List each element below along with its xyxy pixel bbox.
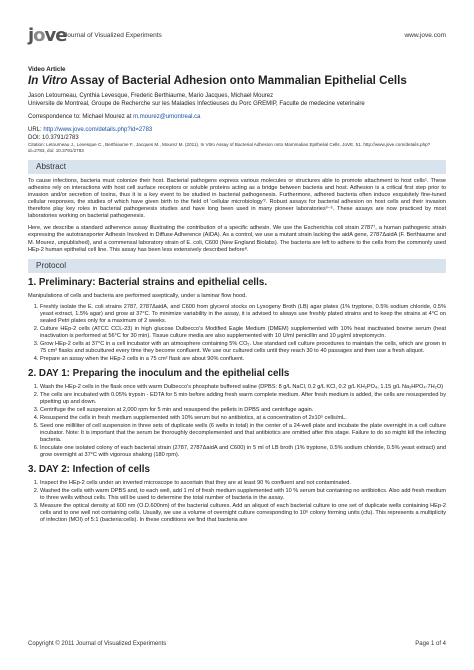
page-number: Page 1 of 4 (415, 641, 446, 647)
copyright: Copyright © 2011 Journal of Visualized Experiments (28, 641, 167, 647)
citation: Citation: Letourneau J., Levesque C., Berthiaume F., Jacques M., Mourez M. (2011). In Vitro Assay of Bacterial Adhesion onto Mammalian Epithelial Cells. JoVE. 51. http://www.jove.com/details.php?id=2783, doi: 10.3791/2783 (28, 142, 431, 153)
step-item: 4. Resuspend the cells in fresh medium supplemented with 10% serum but no antibiotics, at a concentration of 2x10⁵ cells/mL. (40, 415, 446, 422)
url-label: URL: (28, 127, 44, 134)
section-2-steps (28, 384, 446, 460)
abstract-paragraph-2: Here, we describe a standard adherence assay illustrating the contribution of a specific adhesin. We use the Escherichia coli strain 2787⁷, a human pathogenic strain expressing the autotransporter Adhesin Involved in Diffuse Adherence (AIDA). As a control, we use a mutant strain lacking the aidA gene, 2787ΔaidA (F. Berthiaume and M. Mourez, unpublished), and a commensal laboratory strain of E. coli, C600 (New England Biolabs). The bacteria are left to adhere to the cells from the commonly used HEp-2 human epithelial cell line. This assay has been less extensively described before⁸. (28, 225, 446, 253)
page-header (28, 26, 446, 46)
section-1-steps (28, 304, 446, 364)
correspondence-email-link[interactable]: m.mourez@umontreal.ca (133, 114, 201, 121)
section-3-title: 3. DAY 2: Infection of cells (28, 463, 150, 475)
step-item: 1. Freshly isolate the E. coli strains 2787, 2787ΔaidA, and C600 from glycerol stocks on Lysogeny Broth (LB) agar plates (1% tryptone, 0.5% sodium chloride, 0.5% yeast extract, 1.5% agar) and grow at 37°C. To minimize variability in the assay, it is advised to always use freshly plated strains and to keep the strains at 4°C on sealed Petri plates only for a maximum of 2 weeks. (40, 304, 446, 325)
section-2-title: 2. DAY 1: Preparing the inoculum and the epithelial cells (28, 367, 290, 379)
title-italic: In Vitro (28, 74, 68, 88)
step-item: 4. Prepare an assay when the HEp-2 cells in a 75 cm² flask are about 90% confluent. (40, 356, 446, 363)
url-line (28, 126, 446, 134)
section-3-steps (28, 480, 446, 525)
abstract-heading: Abstract (28, 160, 446, 174)
correspondence-label: Correspondence to: Michael Mourez at (28, 114, 134, 121)
step-item: 2. Culture HEp-2 cells (ATCC CCL-23) in high glucose Dulbecco's Modified Eagle Medium (DMEM) supplemented with 10% heat inactivated bovine serum (heat inactivation is performed at 56°C for 30 min). Tissue culture media are also supplemented with 10 U/ml penicillin and 10 μg/ml streptomycin. (40, 326, 446, 340)
authors: Jason Letourneau, Cynthia Levesque, Frederic Berthiaume, Mario Jacques, Michael Mourez (28, 93, 274, 100)
protocol-heading: Protocol (28, 259, 446, 273)
jove-logo: jove (28, 25, 67, 46)
journal-name: Journal of Visualized Experiments (64, 32, 162, 39)
doi: DOI: 10.3791/2783 (28, 135, 79, 142)
step-item: 3. Measure the optical density at 600 nm (O.D.600nm) of the bacterial cultures. Add an aliquot of each bacterial culture to one set of duplicate wells containing HEp-2 cells and to one well not containing cells. Usually, we use a volume of overnight culture corresponding to 10⁶ colony forming units (cfu). This represents a multiplicity of infection (MOI) of 5:1 (bacteria:cells). In these conditions we find that bacteria are (40, 503, 446, 524)
step-item: 1. Wash the HEp-2 cells in the flask once with warm Dulbecco's phosphate buffered saline (DPBS: 8 g/L NaCl, 0.2 g/L KCl, 0.2 g/L KH₂PO₄, 1.15 g/L Na₂HPO₄·7H₂O) (40, 384, 446, 391)
journal-website: www.jove.com (404, 32, 446, 39)
step-item: 2. The cells are incubated with 0.05% trypsin - EDTA for 5 min before adding fresh warm complete medium. After fresh medium is added, the cells are resuspended by pipetting up and down. (40, 392, 446, 406)
step-item: 2. Washed the cells with warm DPBS and, to each well, add 1 ml of fresh medium supplemented with 10 % serum but containing no antibiotics. Also add fresh medium to three wells without cells. This will be used to determine the total number of bacteria in the assay. (40, 488, 446, 502)
article-type: Video Article (28, 66, 66, 73)
abstract-paragraph-1: To cause infections, bacteria must colonize their host. Bacterial pathogens express various molecules or structures able to promote attachment to host cells¹. These adhesins rely on interactions with host cell surface receptors or soluble proteins acting as a bridge between bacteria and host. Adhesion is a critical first step prior to invasion and/or secretion of toxins, thus it is a key event to be studied in bacterial pathogenesis. Furthermore, adhered bacteria often induce exquisitely fine-tuned cellular responses, the studies of which have given birth to the field of 'cellular microbiology'². Robust assays for bacterial adhesion on host cells and their invasion therefore play key roles in bacterial pathogenesis studies and have long been used in many pioneer laboratories³⁻⁶. These assays are now practiced by most laboratories working on bacterial pathogenesis. (28, 177, 446, 220)
step-item: 5. Seed one milliliter of cell suspension in three sets of duplicate wells (6 wells in total) in the center of a 24-well plate and incubate the plate overnight in a cell culture incubator. Note: It is important that the serum be thoroughly decomplemented and that antibiotics are omitted after this stage. Failure to do so might kill the infecting bacteria. (40, 423, 446, 444)
affiliation: Universite de Montreal, Groupe de Recherche sur les Maladies Infectieuses du Porc GREMIP, Faculte de medecine veterinaire (28, 101, 365, 108)
step-item: 3. Centrifuge the cell suspension at 2,000 rpm for 5 min and resuspend the pellets in DPBS and centrifuge again. (40, 407, 446, 414)
title-rest: Assay of Bacterial Adhesion onto Mammalian Epithelial Cells (67, 74, 407, 88)
article-content (28, 66, 446, 528)
section-1-intro: Manipulations of cells and bacteria are performed aseptically, under a laminar flow hood. (28, 292, 247, 299)
step-item: 1. Inspect the HEp-2 cells under an inverted microscope to ascertain that they are at least 90 % confluent and not contaminated. (40, 480, 446, 487)
correspondence (28, 114, 446, 121)
step-item: 3. Grow HEp-2 cells at 37°C in a cell incubator with an atmosphere containing 5% CO₂. Use standard cell culture procedures to maintain the cells, which are grown in 75 cm² flasks and subcultured every time they become confluent. We use our cultured cells until they reach 30 to 40 passages and then use a fresh aliquot. (40, 341, 446, 355)
section-1-title: 1. Preliminary: Bacterial strains and epithelial cells. (28, 276, 268, 288)
article-url-link[interactable]: http://www.jove.com/details.php?id=2783 (43, 127, 153, 134)
step-item: 6. Inoculate one isolated colony of each bacterial strain (2787, 2787ΔaidA and C600) in 5 ml of LB broth (1% tryptone, 0.5% sodium chloride, 0.5% yeast extract) and grow overnight at 37°C with vigorous shaking (180 rpm). (40, 445, 446, 459)
article-title (28, 74, 446, 88)
